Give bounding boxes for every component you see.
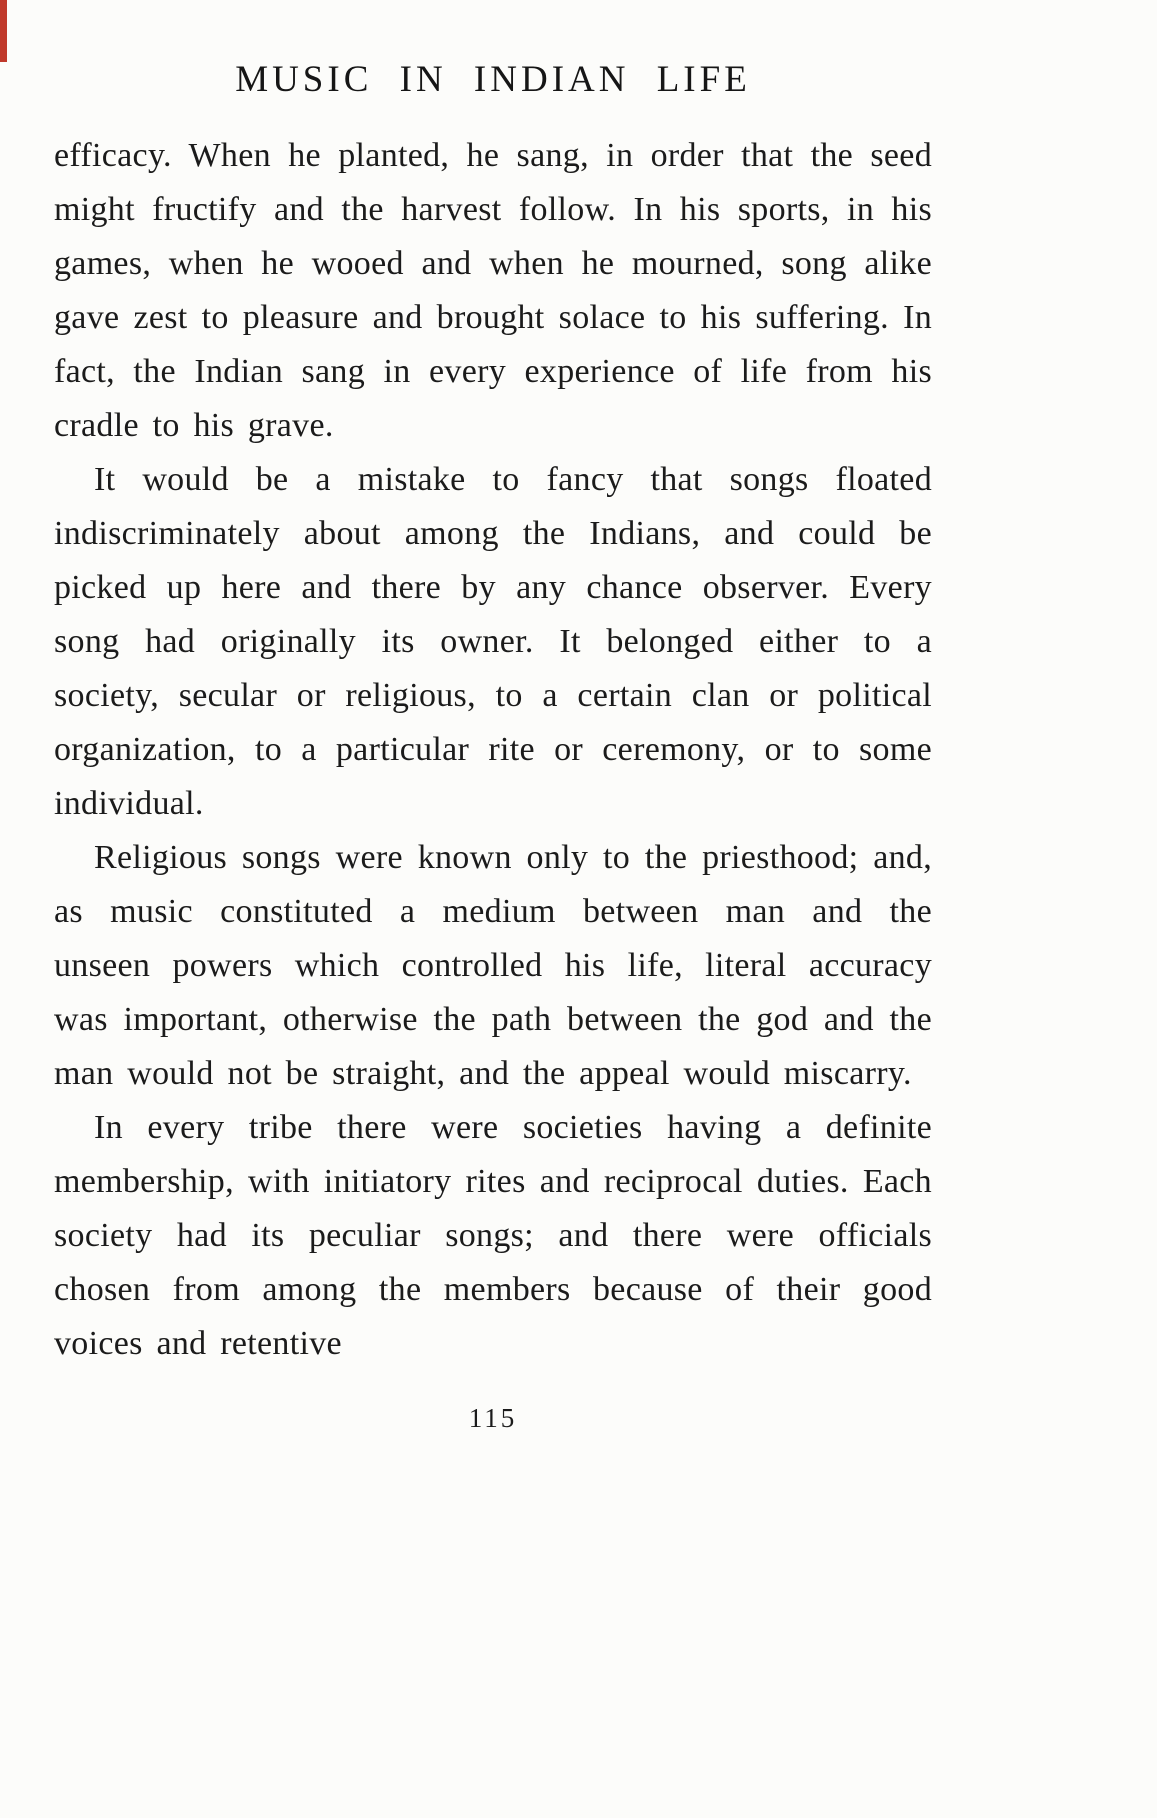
body-text <box>54 129 932 1371</box>
paragraph: efficacy. When he planted, he sang, in order that the seed might fructify and the harvest follow. In his sports, in his games, when he wooed and when he mourned, song alike gave zest to pleasure and brought solace to his suffering. In fact, the Indian sang in every experience of life from his cradle to his grave. <box>54 137 932 444</box>
text-block <box>54 58 932 1434</box>
paragraph: In every tribe there were societies having a definite membership, with initiatory rites and reciprocal duties. Each society had its peculiar songs; and there were officials chosen from among the members because of their good voices and retentive <box>54 1109 932 1362</box>
scan-edge-artifact <box>0 0 7 62</box>
running-head: MUSIC IN INDIAN LIFE <box>235 59 751 100</box>
paragraph: It would be a mistake to fancy that songs floated indiscriminately about among the Indians, and could be picked up here and there by any chance observer. Every song had originally its owner. It belonged either to a society, secular or religious, to a certain clan or political organization, to a particular rite or ceremony, or to some individual. <box>54 461 932 822</box>
paragraph: Religious songs were known only to the priesthood; and, as music constituted a medium between man and the unseen powers which controlled his life, literal accuracy was important, otherwise the path between the god and the man would not be straight, and the appeal would miscarry. <box>54 839 932 1092</box>
page-number: 115 <box>468 1403 518 1433</box>
